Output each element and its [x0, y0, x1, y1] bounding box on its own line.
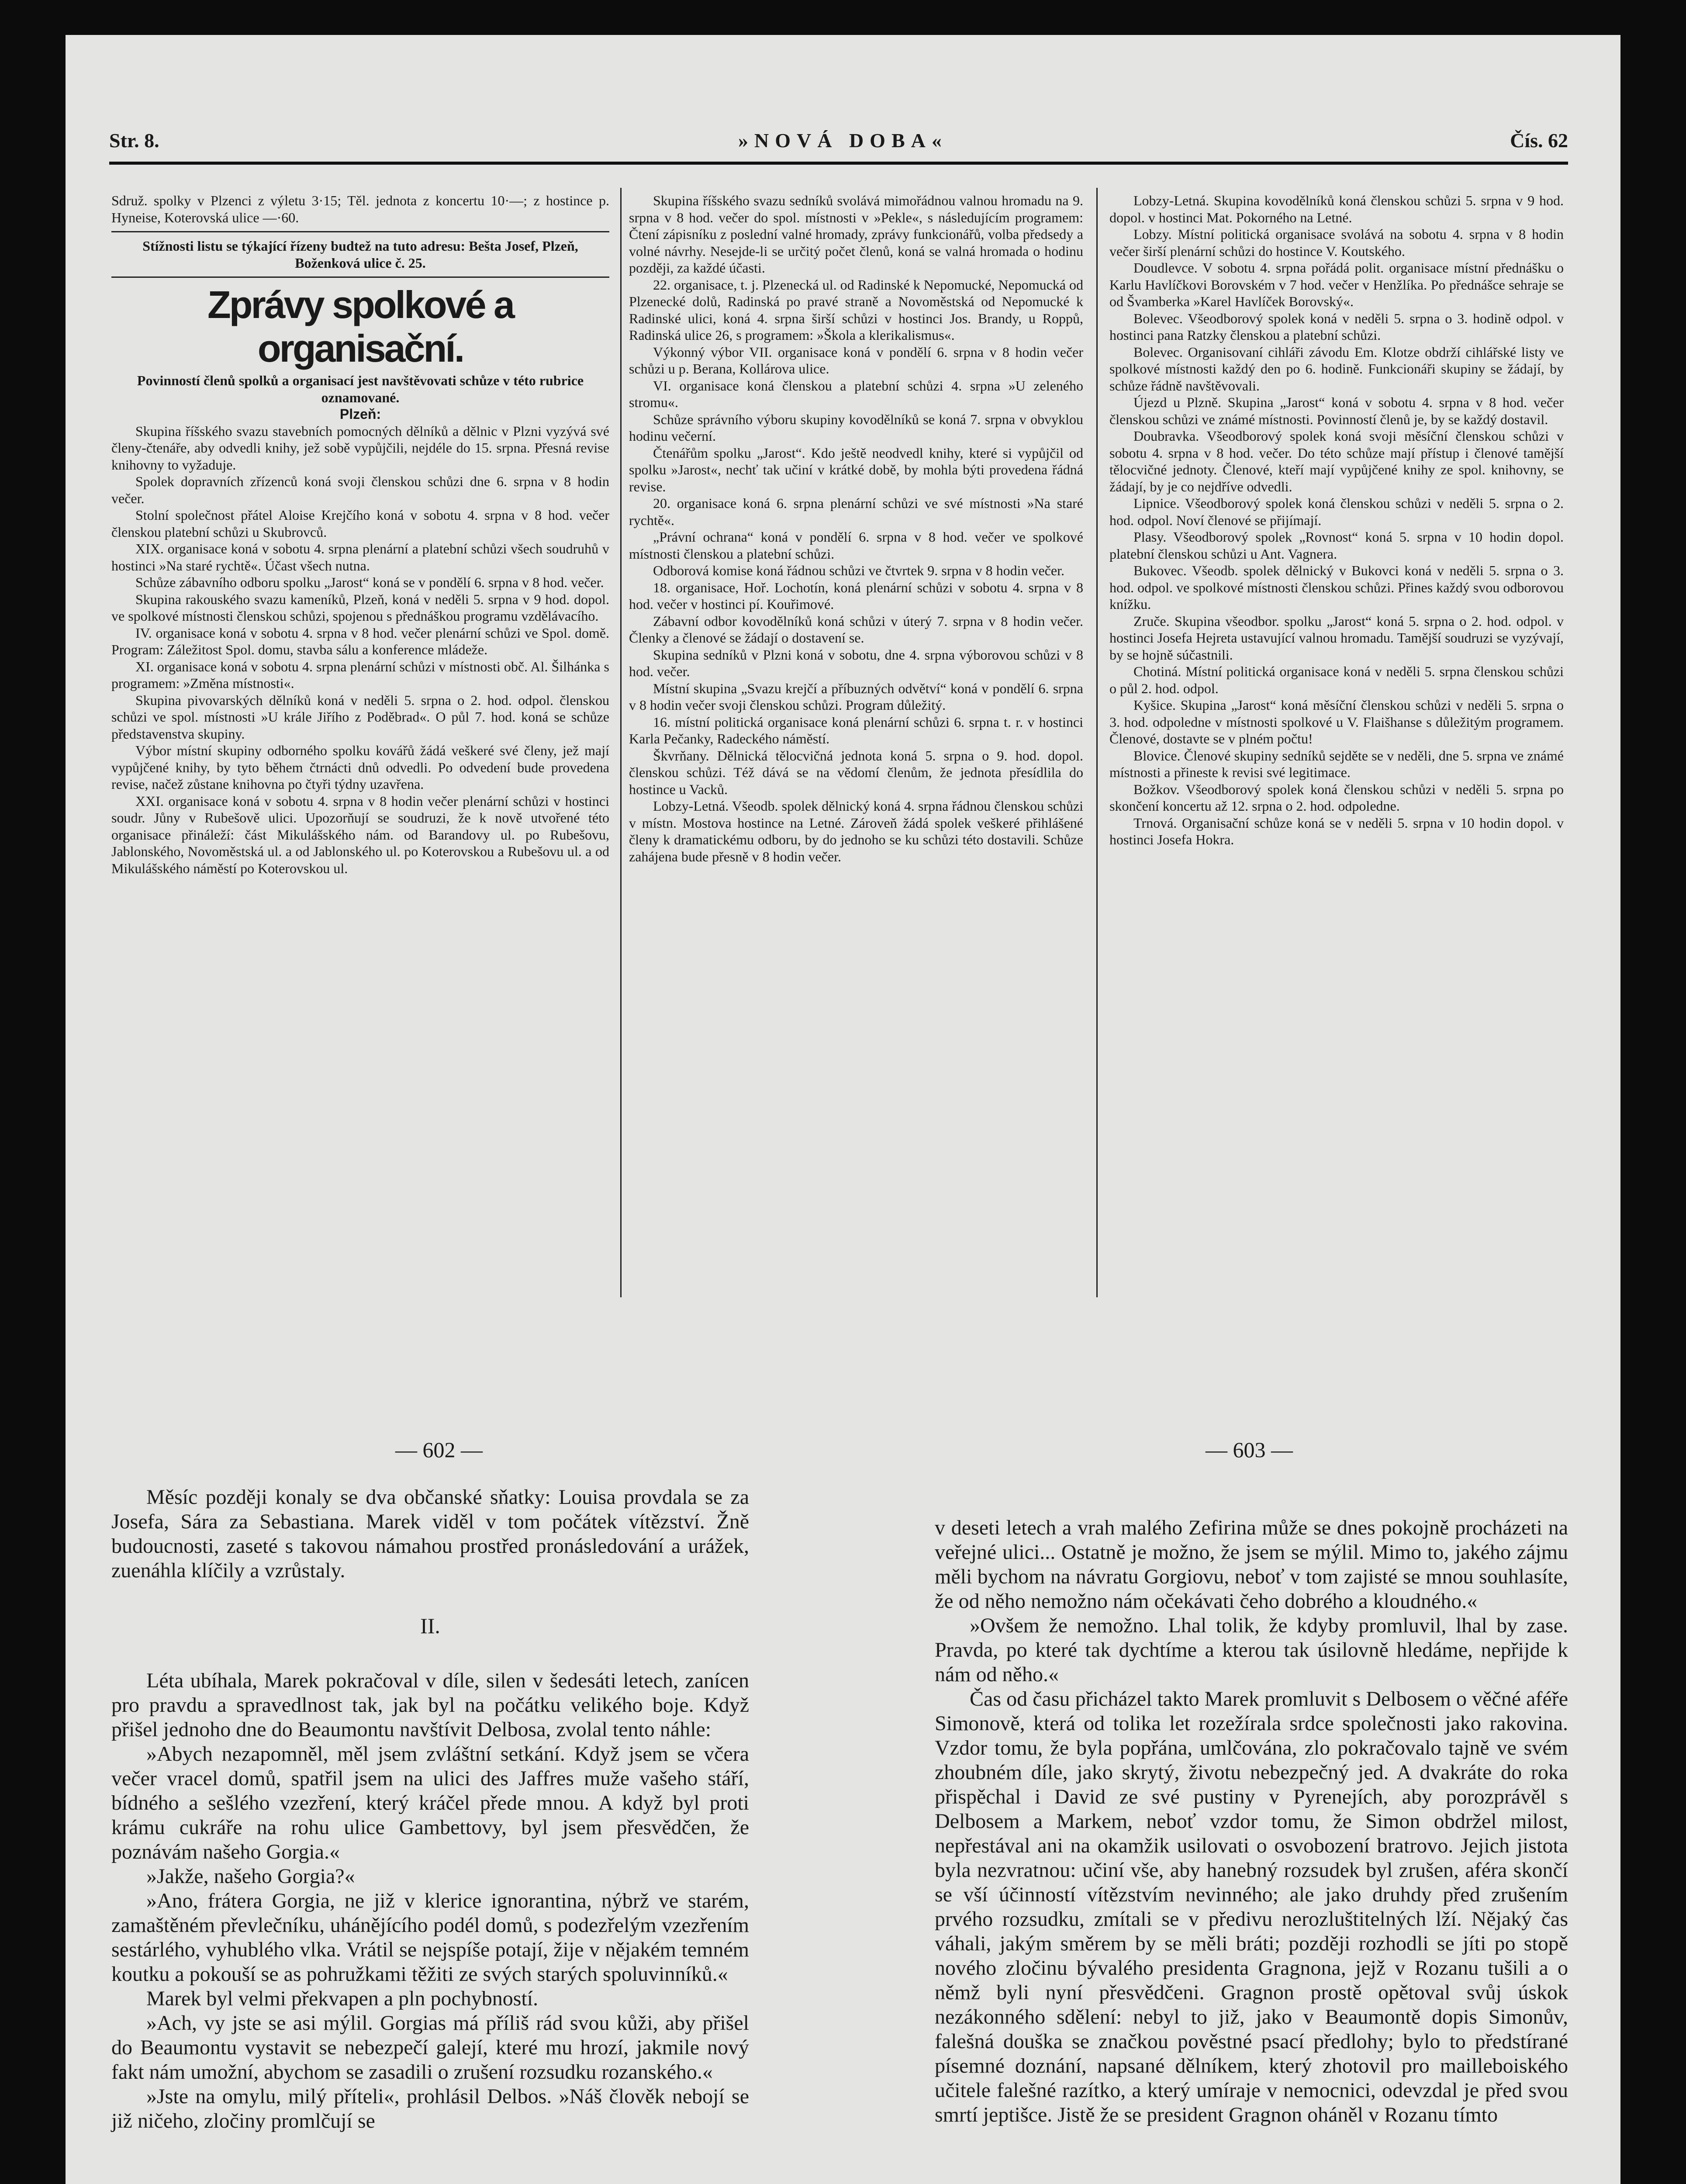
issue-number: Čís. 62 — [1510, 129, 1568, 152]
paragraph: v deseti letech a vrah malého Zefirina může se dnes pokojně procházeti na veřejné ulici... Ostatně je možno, že jsem se mýlil. Mimo to, jakého zájmu měli bychom na návratu Gorgiovu, neboť v tom zajisté se mnou souhlasíte, že od něho nemožno nám očekávati čeho dobrého a kloudného.« — [935, 1516, 1568, 1613]
paragraph: Blovice. Členové skupiny sedníků sejděte se v neděli, dne 5. srpna ve známé místnosti a přineste k revisi své legitimace. — [1109, 747, 1564, 780]
paragraph: Bolevec. Všeodborový spolek koná v neděli 5. srpna o 3. hodině odpol. v hostinci pana Ratzky členskou a platební schůzi. — [1109, 310, 1564, 343]
section-subtitle: Povinností členů spolků a organisací jest navštěvovati schůze v této rubrice oznamované. — [137, 373, 584, 405]
paragraph: Spolek dopravních zřízenců koná svoji členskou schůzi dne 6. srpna v 8 hodin večer. — [111, 473, 609, 506]
paragraph: 20. organisace koná 6. srpna plenární schůzi ve své místnosti »Na staré rychtě«. — [629, 495, 1083, 528]
paragraph: Bolevec. Organisovaní cihláři závodu Em. Klotze obdrží cihlářské listy ve spolkové místnosti každý den po 6. hodině. Funkcionáři skupiny se žádají, by schůze řádně navštěvovali. — [1109, 344, 1564, 394]
paragraph: Čas od času přicházel takto Marek promluvit s Delbosem o věčné aféře Simonově, která od tolika let rozežírala srdce společnosti jako rakovina. Vzdor tomu, že byla popřána, umlčována, zlo pokračovalo tajně ve svém zhoubném díle, jako skrytý, životu nebezpečný jed. A dvakráte do roka přispěchal i David ze své pustiny v Pyrenejích, aby porozprávěl s Delbosem a Markem, neboť vzdor tomu, že Simon obdržel milost, nepřestával ani na okamžik usilovati o osvobození bratrovo. Jejich jistota byla nezvratnou: učiní vše, aby hanebný rozsudek byl zrušen, aféra skončí se vší účinností vítězstvím nevinného; ale jako druhdy před zrušením prvého rozsudku, zmítali se v předivu nerozluštitelných lží. Nějaký čas váhali, jakým směrem by se měli bráti; později rozhodli se jíti po stopě nového zločinu bývalého presidenta Gragnona, jejž v Rozanu tušili a o němž byli nyní přesvědčeni. Gragnon prostě opětoval svůj úskok nezákonného sdělení: nebyl to již, jako v Beaumontě dopis Simonův, falešná douška se značkou pověstné psací předlohy; bylo to předstírané písemné doznání, napsané dělníkem, který zhotovil pro maillebοiského učitele falešné razítko, a který umíraje v nemocnici, odevzdal je před svou smrtí jeptišce. Jistě že se president Gragnon oháněl v Rozanu tímto — [935, 1687, 1568, 2126]
page-number-left: — 602 — — [395, 1438, 483, 1462]
paragraph: »Jste na omylu, milý příteli«, prohlásil Delbos. »Náš člověk nebojí se již ničeho, zločiny promlčují se — [111, 2085, 749, 2132]
column-1 — [111, 192, 609, 877]
paragraph: Doubravka. Všeodborový spolek koná svoji měsíční členskou schůzi v sobotu 4. srpna v 8 hod. večer. Do této schůze mají přístup i členové tamější tělocvičné jednoty. Členové, kteří mají vypůjčené knihy ze spol. knihovny, se žádají, by je co nejdříve odvedli. — [1109, 428, 1564, 494]
paragraph: Marek byl velmi překvapen a pln pochybností. — [146, 1987, 539, 2010]
paragraph: Božkov. Všeodborový spolek koná členskou schůzi v neděli 5. srpna po skončení koncertu až 12. srpna o 2. hod. odpoledne. — [1109, 781, 1564, 814]
paragraph: Skupina pivovarských dělníků koná v neděli 5. srpna o 2. hod. odpol. členskou schůzi ve spol. místnosti »U krále Jiřího z Poděbrad«. O půl 7. hod. koná se schůze představenstva skupiny. — [111, 692, 609, 742]
paragraph: »Jakže, našeho Gorgia?« — [146, 1865, 355, 1888]
paragraph: Lobzy-Letná. Všeodb. spolek dělnický koná 4. srpna řádnou členskou schůzi v místn. Mostova hostince na Letné. Zároveň žádá spolek veškeré přihlášené členy k dramatickému odboru, by do jednoho se ku schůzi této dostavili. Schůze zahájena bude přesně v 8 hodin večer. — [629, 798, 1083, 864]
paragraph: Výkonný výbor VII. organisace koná v pondělí 6. srpna v 8 hodin večer schůzi u p. Berana, Kollárova ulice. — [629, 344, 1083, 377]
paragraph: Skupina rakouského svazu kameníků, Plzeň, koná v neděli 5. srpna v 9 hod. dopol. ve spolkové místnosti členskou schůzi, spojenou s přednáškou programu vzdělávacího. — [111, 591, 609, 624]
paragraph: »Ano, frátera Gorgia, ne již v klerice ignorantina, nýbrž ve starém, zamaštěném převlečníku, uhánějícího podél domů, s podezřelým vzezřením sestárlého, vyhublého vlka. Vrátil se nejspíše potají, žije v nějakém temném koutku a pokouší se as pohružkami těžiti ze svých starých spoluvinníků.« — [111, 1889, 749, 1986]
column-divider — [1096, 188, 1098, 1297]
paragraph: Skupina říšského svazu sedníků svolává mimořádnou valnou hromadu na 9. srpna v 8 hod. večer do spol. místnosti v »Pekle«, s následujícím programem: Čtení zápisníku z poslední valné hromady, zprávy funkcionářů, volba předsedy a volné návrhy. Nesejde-li se určitý počet členů, koná se valná hromada o hodinu později, za každé účasti. — [629, 193, 1083, 276]
page-label: Str. 8. — [109, 129, 159, 152]
paragraph: 22. organisace, t. j. Plzenecká ul. od Radinské k Nepomucké, Nepomucká od Plzenecké dolů, Radinská po pravé straně a Novoměstská od Nepomucké k Radinské ulici, koná 4. srpna širší schůzi v hostinci Jos. Brandy, u Roppů, Radinská ulice 26, s programem: »Škola a klerikalismus«. — [629, 276, 1083, 343]
paragraph: XIX. organisace koná v sobotu 4. srpna plenární a platební schůzi všech soudruhů v hostinci »Na staré rychtě«. Účast všech nutna. — [111, 541, 609, 574]
paragraph: Výbor místní skupiny odborného spolku kovářů žádá veškeré své členy, jež mají vypůjčené knihy, by tyto během čtrnácti dnů odvedli. Po odvedení bude provedena revise, načež zůstane knihovna po čtyři týdny uzavřena. — [111, 743, 609, 792]
paragraph: Doudlevce. V sobotu 4. srpna pořádá polit. organisace místní přednášku o Karlu Havlíčkovi Borovském v 7 hod. večer v Henžlíka. Po přednášce sehraje se od Švamberka »Karel Havlíček Borovský«. — [1109, 260, 1564, 309]
paragraph: Lobzy-Letná. Skupina kovodělníků koná členskou schůzi 5. srpna v 9 hod. dopol. v hostinci Mat. Pokorného na Letné. — [1109, 193, 1564, 225]
paragraph: „Právní ochrana“ koná v pondělí 6. srpna v 8 hod. večer ve spolkové místnosti členskou a platební schůzi. — [629, 529, 1083, 562]
paragraph: Lobzy. Místní politická organisace svolává na sobotu 4. srpna v 8 hodin večer širší plenární schůzi do hostince V. Koutského. — [1109, 226, 1564, 259]
chapter-section: II. — [420, 1614, 440, 1638]
paragraph: Schůze správního výboru skupiny kovodělníků se koná 7. srpna v obvyklou hodinu večerní. — [629, 411, 1083, 444]
paragraph: 18. organisace, Hoř. Lochotín, koná plenární schůzi v sobotu 4. srpna v 8 hod. večer v hostinci pí. Kouřimové. — [629, 579, 1083, 612]
column-divider — [620, 188, 622, 1297]
paragraph: Trnová. Organisační schůze koná se v neděli 5. srpna v 10 hodin dopol. v hostinci Josefa Hokra. — [1109, 815, 1564, 847]
paragraph: Odborová komise koná řádnou schůzi ve čtvrtek 9. srpna v 8 hodin večer. — [653, 563, 1064, 578]
paragraph: Plasy. Všeodborový spolek „Rovnost“ koná 5. srpna v 10 hodin dopol. platební členskou schůzi u Ant. Vagnera. — [1109, 529, 1564, 562]
paragraph: Lipnice. Všeodborový spolek koná členskou schůzi v neděli 5. srpna o 2. hod. odpol. Noví členové se přijímají. — [1109, 495, 1564, 528]
paragraph: 16. místní politická organisace koná plenární schůzi 6. srpna t. r. v hostinci Karla Pečanky, Radeckého náměstí. — [629, 714, 1083, 746]
paragraph: Skupina říšského svazu stavebních pomocných dělníků a dělnic v Plzni vyzývá své členy-čtenáře, aby odvedli knihy, jež sobě vypůjčili, nejdéle do 15. srpna. Přesná revise knihovny to vyžaduje. — [111, 423, 609, 473]
paragraph: Skupina sedníků v Plzni koná v sobotu, dne 4. srpna výborovou schůzi v 8 hod. večer. — [629, 646, 1083, 679]
paragraph: Schůze zábavního odboru spolku „Jarost“ koná se v pondělí 6. srpna v 8 hod. večer. — [135, 574, 604, 590]
paragraph: Škvrňany. Dělnická tělocvičná jednota koná 5. srpna o 9. hod. dopol. členskou schůzi. Též dává se na vědomí členům, že jednota přesídlila do hostince u Vacků. — [629, 747, 1083, 797]
paragraph: Újezd u Plzně. Skupina „Jarost“ koná v sobotu 4. srpna v 8 hod. večer členskou schůzi ve známé místnosti. Povinností členů je, by se každý dostavil. — [1109, 394, 1564, 427]
page-number-right: — 603 — — [1206, 1438, 1293, 1462]
page-header — [109, 129, 1568, 155]
paragraph: XXI. organisace koná v sobotu 4. srpna v 8 hodin večer plenární schůzi v hostinci soudr. Jůny v Rubešově ulici. Upozorňují se soudruzi, že k nově utvořené této organisace přináleží: část Mikulášského nám. od Barandovy ul. po Rubešovu, Jablonského, Novoměstská ul. a od Jablonského ul. po Koterovskou a Rubešovu ul. a od Mikulášského náměstí po Koterovskou ul. — [111, 793, 609, 876]
column-3 — [1109, 192, 1564, 848]
paragraph: IV. organisace koná v sobotu 4. srpna v 8 hod. večer plenární schůzi ve Spol. domě. Program: Záležitost Spol. domu, stavba sálu a konference mládeže. — [111, 625, 609, 657]
paragraph: Bukovec. Všeodb. spolek dělnický v Bukovci koná v neděli 5. srpna o 3. hod. odpol. ve spolkové místnosti členskou schůzi. Přines každý svou odborovou knížku. — [1109, 563, 1564, 612]
paragraph: »Abych nezapomněl, měl jsem zvláštní setkání. Když jsem se včera večer vracel domů, spatřil jsem na ulici des Jaffres muže vašeho stáří, bídného a sešlého vzezření, který kráčel přede mnou. A když byl proti krámu cukráře na rohu ulice Gambettovy, byl jsem přesvědčen, že poznávám našeho Gorgia.« — [111, 1742, 749, 1863]
paragraph: »Ovšem že nemožno. Lhal tolik, že kdyby promluvil, lhal by zase. Pravda, po které tak dychtíme a kterou tak úsilovně hledáme, nepřijde k nám od něho.« — [935, 1614, 1568, 1686]
paragraph: VI. organisace koná členskou a platební schůzi 4. srpna »U zeleného stromu«. — [629, 377, 1083, 410]
divider — [111, 231, 609, 232]
paragraph: Čtenářům spolku „Jarost“. Kdo ještě neodvedl knihy, které si vypůjčil od spolku »Jarost«, nechť tak učiní v krátké době, by mohla býti provedena řádná revise. — [629, 445, 1083, 494]
paragraph: Stolní společnost přátel Aloise Krejčího koná v sobotu 4. srpna v 8 hod. večer členskou platební schůzi u Skubrovců. — [111, 507, 609, 540]
paragraph: Zruče. Skupina všeodbor. spolku „Jarost“ koná 5. srpna o 2. hod. odpol. v hostinci Josefa Hejreta ustavující valnou hromadu. Tamější soudruzi se vyzývají, by se hojně súčastnili. — [1109, 613, 1564, 663]
paragraph: Zábavní odbor kovodělníků koná schůzi v úterý 7. srpna v 8 hodin večer. Členky a členové se žádají o dostavení se. — [629, 613, 1083, 646]
place-heading: Plzeň: — [339, 406, 381, 422]
notice: Stížnosti listu se týkající řízeny budtež na tuto adresu: Bešta Josef, Plzeň, Boženková ulice č. 25. — [142, 238, 578, 271]
section-headline: Zprávy spolkové a organisační. — [207, 283, 513, 370]
paragraph: »Ach, vy jste se asi mýlil. Gorgias má příliš rád svou kůži, aby přišel do Beaumontu vystavit se nebezpečí galejí, které mu hrozí, jakmile nový fakt nám umožní, abychom se zasadili o zrušení rozsudku rozanského.« — [111, 2011, 749, 2084]
paragraph: XI. organisace koná v sobotu 4. srpna plenární schůzi v místnosti obč. Al. Šilhánka s programem: »Změna místnosti«. — [111, 658, 609, 691]
novel-right-column — [935, 1516, 1568, 2127]
paragraph: Měsíc později konaly se dva občanské sňatky: Louisa provdala se za Josefa, Sára za Sebastiana. Marek viděl v tom počátek vítězství. Žně budoucnosti, zaseté s takovou námahou prostřed pronásledování a urážek, zuenáhla klíčily a vzrůstaly. — [111, 1486, 749, 1582]
column-2 — [629, 192, 1083, 865]
header-rule — [109, 162, 1568, 165]
paragraph: Místní skupina „Svazu krejčí a příbuzných odvětví“ koná v pondělí 6. srpna v 8 hodin večer svoji členskou schůzi. Program důležitý. — [629, 680, 1083, 713]
paragraph: Sdruž. spolky v Plzenci z výletu 3·15; Těl. jednota z koncertu 10·—; z hostince p. Hyneise, Koterovská ulice —·60. — [111, 193, 609, 225]
newspaper-title: »NOVÁ DOBA« — [738, 129, 948, 152]
novel-left-column — [111, 1485, 749, 2133]
paragraph: Chotiná. Místní politická organisace koná v neděli 5. srpna členskou schůzi o půl 2. hod. odpol. — [1109, 663, 1564, 696]
divider — [111, 276, 609, 278]
paragraph: Léta ubíhala, Marek pokračoval v díle, silen v šedesáti letech, zanícen pro pravdu a spravedlnost tak, jak byl na počátku velikého boje. Když přišel jednoho dne do Beaumontu navštívit Delbosa, zvolal tento náhle: — [111, 1669, 749, 1741]
paragraph: Kyšice. Skupina „Jarost“ koná měsíční členskou schůzi v neděli 5. srpna o 3. hod. odpoledne v místnosti spolkové u V. Flaišhanse s důležitým programem. Členové, dostavte se v plném počtu! — [1109, 697, 1564, 746]
